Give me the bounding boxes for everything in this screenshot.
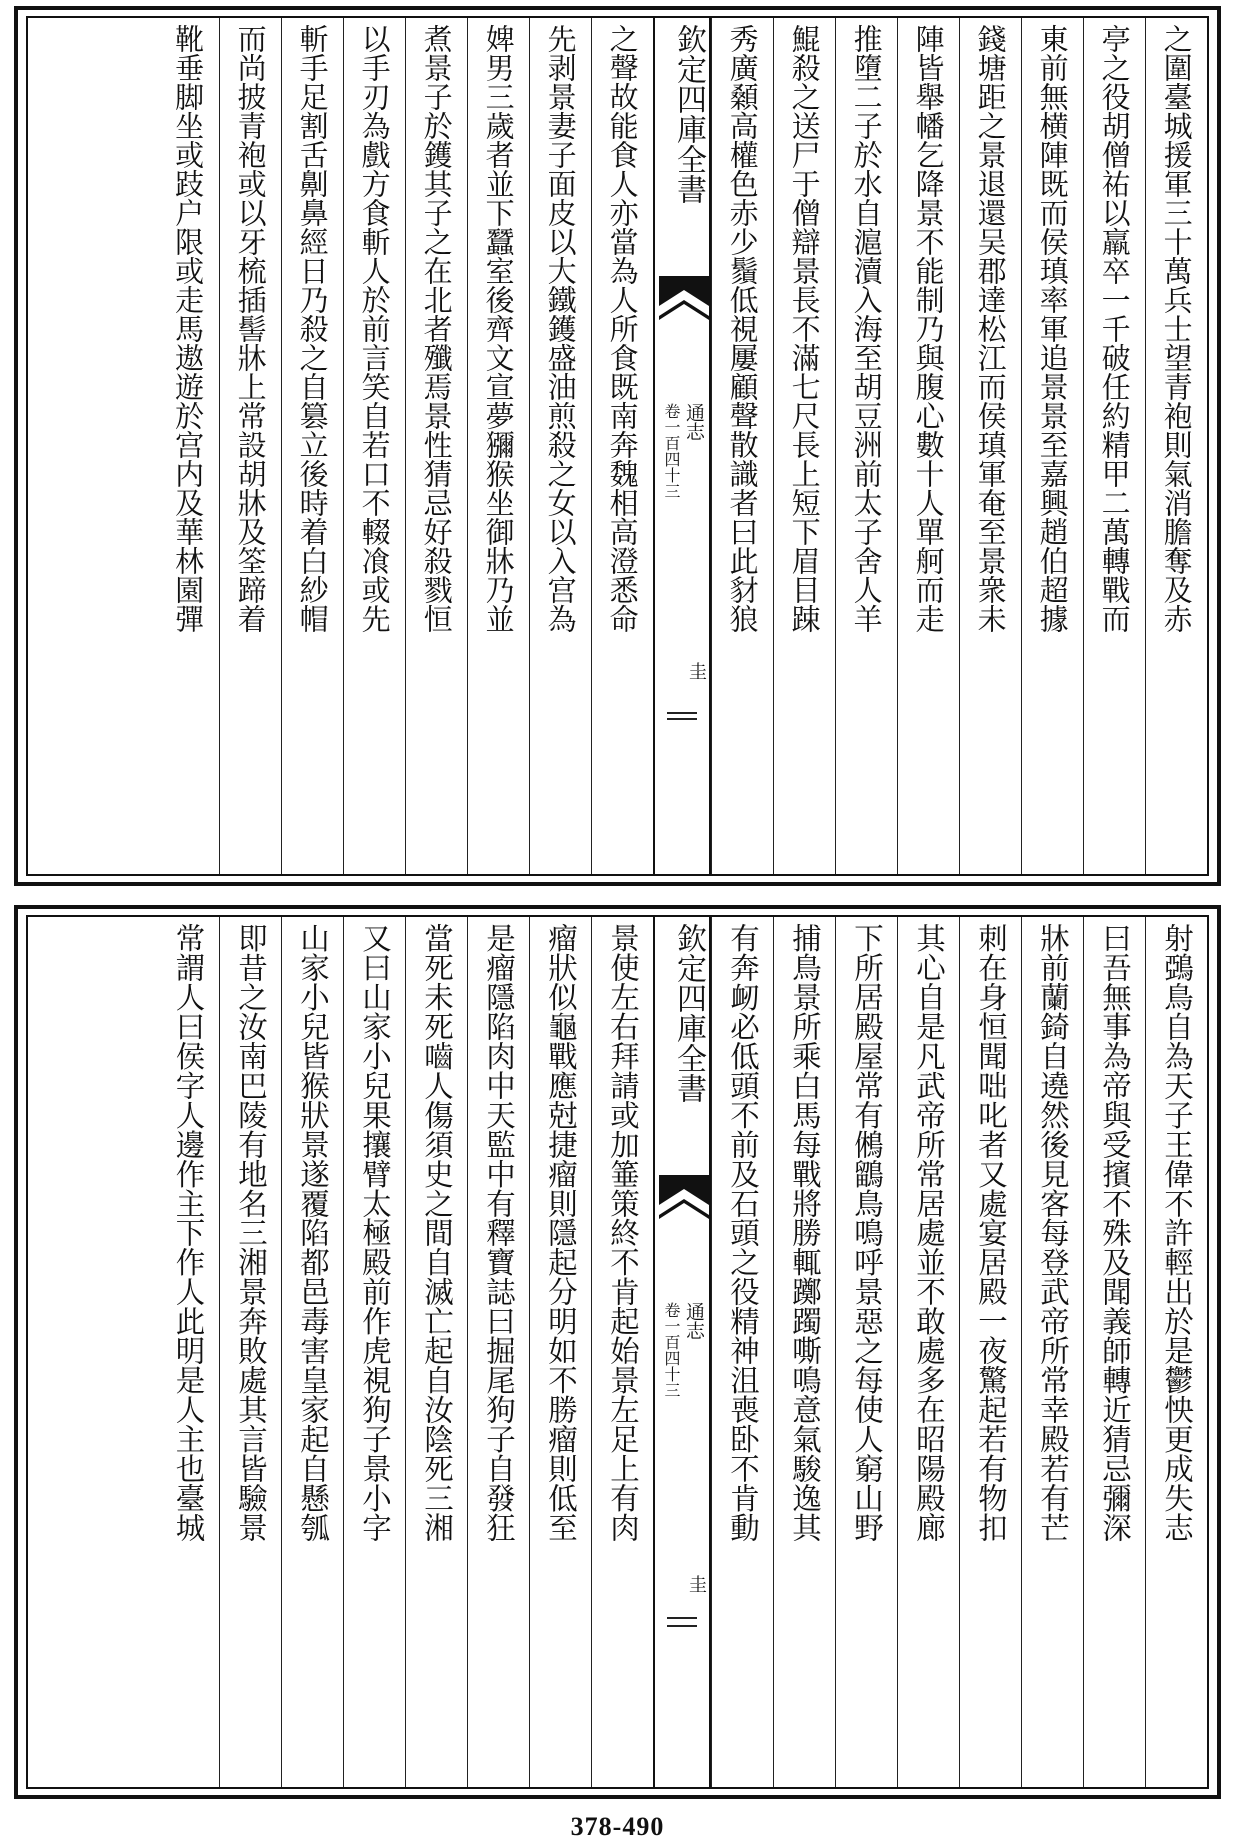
band-divider [667, 1617, 697, 1619]
column-text: 而尚披青袍或以牙梳插髻牀上常設胡牀及筌蹄着 [233, 24, 268, 633]
column-text: 之聲故能食人亦當為人所食既南奔魏相高澄悉命 [605, 24, 640, 633]
text-column [219, 917, 281, 1787]
text-column [773, 18, 835, 874]
text-column [157, 917, 219, 1787]
column-text: 下所居殿屋常有鵂鶹鳥鳴呼景惡之每使人窮山野 [849, 923, 884, 1543]
column-text: 秀廣顙高權色赤少鬚低視屢顧聲散識者曰此豺狼 [725, 24, 760, 633]
column-text: 有奔衂必低頭不前及石頭之役精神沮喪卧不肯動 [725, 923, 760, 1543]
band-divider [667, 1625, 697, 1627]
column-text: 牀前蘭錡自遶然後見客每登武帝所常幸殿若有芒 [1035, 923, 1070, 1543]
text-column [1021, 18, 1083, 874]
text-column [343, 917, 405, 1787]
center-band [653, 18, 711, 874]
column-text: 又曰山家小兒果攘臂太極殿前作虎視狗子景小字 [357, 923, 392, 1543]
band-divider [667, 718, 697, 720]
text-column [1083, 18, 1145, 874]
column-text: 景使左右拜請或加箠策終不肯起始景左足上有肉 [605, 923, 640, 1543]
column-text: 婢男三歲者並下蠶室後齊文宣夢獼猴坐御牀乃並 [481, 24, 516, 633]
text-column [591, 917, 653, 1787]
text-column [219, 18, 281, 874]
center-band [653, 917, 711, 1787]
text-column [897, 917, 959, 1787]
column-text: 刺在身恒聞咄叱者又處宴居殿一夜驚起若有物扣 [973, 923, 1008, 1543]
page-lower [14, 905, 1221, 1799]
column-text: 捕鳥景所乘白馬每戰將勝輒躑躅嘶鳴意氣駿逸其 [787, 923, 822, 1543]
text-column [773, 917, 835, 1787]
text-column [529, 18, 591, 874]
column-text: 當死未死嚙人傷須史之間自滅亡起自汝陰死三湘 [419, 923, 454, 1543]
band-divider [667, 712, 697, 714]
juan-number: 卷一百四十三 [662, 403, 681, 499]
leaf-number: 圭 [686, 662, 707, 680]
column-text: 推墮二子於水自滬瀆入海至胡豆洲前太子舍人羊 [849, 24, 884, 633]
leaf-number: 圭 [686, 1575, 707, 1593]
text-frame-lower [26, 915, 1209, 1789]
text-column [405, 18, 467, 874]
volume-name: 通志 [683, 1302, 705, 1340]
column-text: 以手刃為戲方食斬人於前言笑自若口不輟飡或先 [357, 24, 392, 633]
text-column [467, 917, 529, 1787]
column-text: 陣皆舉幡乞降景不能制乃與腹心數十人單舸而走 [911, 24, 946, 633]
book-title: 欽定四庫全書 [671, 24, 706, 204]
text-column [835, 917, 897, 1787]
fish-tail-mark-icon [659, 276, 709, 336]
text-column [281, 917, 343, 1787]
text-column [711, 917, 773, 1787]
text-column [897, 18, 959, 874]
text-column [405, 917, 467, 1787]
text-column [467, 18, 529, 874]
text-column [281, 18, 343, 874]
text-column [1145, 18, 1207, 874]
column-text: 射鵶鳥自為天子王偉不許輕出於是鬱怏更成失志 [1159, 923, 1194, 1543]
column-text: 曰吾無事為帝與受擯不殊及聞義師轉近猜忌彌深 [1097, 923, 1132, 1543]
text-column [591, 18, 653, 874]
column-text: 錢塘距之景退還吴郡達松江而侯瑱軍奄至景衆未 [973, 24, 1008, 633]
text-column [1021, 917, 1083, 1787]
column-text: 煮景子於鑊其子之在北者殲焉景性猜忌好殺戮恒 [419, 24, 454, 633]
column-text: 瘤狀似龜戰應尅捷瘤則隱起分明如不勝瘤則低至 [543, 923, 578, 1543]
column-text: 即昔之汝南巴陵有地名三湘景奔敗處其言皆驗景 [233, 923, 268, 1543]
text-column [343, 18, 405, 874]
text-column [711, 18, 773, 874]
column-text: 山家小兒皆猴狀景遂覆陷都邑毒害皇家起自懸瓠 [295, 923, 330, 1543]
column-text: 之圍臺城援軍三十萬兵士望青袍則氣消膽奪及赤 [1159, 24, 1194, 633]
page-upper [14, 6, 1221, 886]
text-column [959, 18, 1021, 874]
column-text: 東前無横陣既而侯瑱率軍追景景至嘉興趙伯超據 [1035, 24, 1070, 633]
text-frame-upper [26, 16, 1209, 876]
fish-tail-mark-icon [659, 1175, 709, 1235]
column-text: 鯤殺之送尸于僧辯景長不滿七尺長上短下眉目踈 [787, 24, 822, 633]
text-column [835, 18, 897, 874]
volume-name: 通志 [683, 403, 705, 441]
book-title: 欽定四庫全書 [671, 923, 706, 1103]
column-text: 亭之役胡僧祐以羸卒一千破任約精甲二萬轉戰而 [1097, 24, 1132, 633]
column-text: 其心自是凡武帝所常居處並不敢處多在昭陽殿廊 [911, 923, 946, 1543]
column-text: 是瘤隱陷肉中天監中有釋寶誌曰掘尾狗子自發狂 [481, 923, 516, 1543]
page-footer-number: 378-490 [570, 1812, 665, 1841]
text-column [1145, 917, 1207, 1787]
juan-number: 卷一百四十三 [662, 1302, 681, 1398]
column-text: 常謂人曰侯字人邊作主下作人此明是人主也臺城 [171, 923, 206, 1543]
text-column [959, 917, 1021, 1787]
text-column [529, 917, 591, 1787]
column-text: 靴垂脚坐或跂户限或走馬遨遊於宫内及華林園彈 [171, 24, 206, 633]
text-column [1083, 917, 1145, 1787]
column-text: 斬手足割舌劓鼻經日乃殺之自篡立後時着白紗帽 [295, 24, 330, 633]
column-text: 先剥景妻子面皮以大鐵鑊盛油煎殺之女以入宫為 [543, 24, 578, 633]
text-column [157, 18, 219, 874]
